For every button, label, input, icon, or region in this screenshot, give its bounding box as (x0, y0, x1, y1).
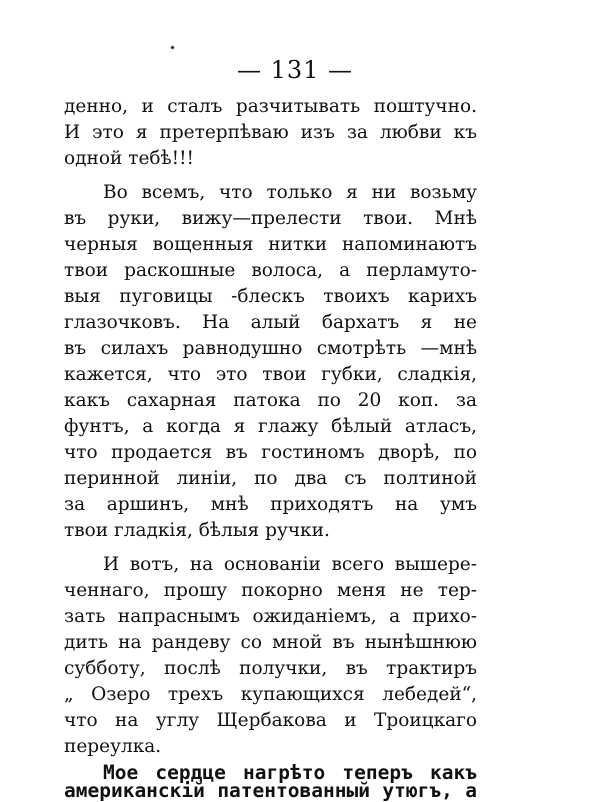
text-line: И вотъ, на основаніи всего вышере- (103, 554, 477, 575)
text-line: И это я претерпѣваю изъ за любви къ (64, 122, 477, 143)
text-line: выя пуговицы -блескъ твоихъ карихъ (64, 286, 477, 307)
text-line: зать напраснымъ ожиданіемъ, а прихо- (64, 606, 477, 627)
ink-speck (170, 45, 174, 49)
text-line: черныя вощенныя нитки напоминаютъ (64, 234, 477, 255)
text-line: кажется, что это твои губки, сладкія, (64, 364, 477, 385)
text-line: твои раскошные волоса, а перламуто- (64, 260, 477, 281)
page-number: — 131 — (236, 56, 354, 84)
text-line: глазочковъ. На алый бархатъ я не (64, 312, 477, 333)
text-line: за аршинъ, мнѣ приходятъ на умъ (64, 494, 477, 515)
text-line: въ силахъ равнодушно смотрѣть —мнѣ (64, 338, 477, 359)
text-line-bold: Мое сердце нагрѣто теперъ какъ (103, 761, 477, 784)
text-line: „ Озеро трехъ купающихся лебедей“, (64, 684, 477, 705)
text-line: въ руки, вижу—прелести твои. Мнѣ (64, 208, 477, 229)
text-line: ченнаго, прошу покорно меня не тер- (64, 580, 477, 601)
text-line: Во всемъ, что только я ни возьму (103, 182, 477, 203)
text-line: одной тебѣ!!! (64, 148, 194, 169)
text-line: перинной линіи, по два съ полтиной (64, 468, 477, 489)
text-line: что на углу Щербакова и Троицкаго (64, 710, 477, 731)
text-line: что продается въ гостиномъ дворѣ, по (64, 442, 477, 463)
text-line: фунтъ, а когда я глажу бѣлый атласъ, (64, 416, 477, 437)
text-line: денно, и сталъ разчитывать поштучно. (64, 96, 477, 117)
text-line: субботу, послѣ получки, въ трактиръ (64, 658, 477, 679)
text-line: какъ сахарная патока по 20 коп. за (64, 390, 477, 411)
text-line: твои гладкія, бѣлыя ручки. (64, 520, 330, 541)
text-line: переулка. (64, 736, 162, 757)
text-line-bold: американскій патентованный утюгъ, а (64, 779, 477, 802)
text-line: дить на рандеву со мной въ нынѣшнюю (64, 632, 477, 653)
